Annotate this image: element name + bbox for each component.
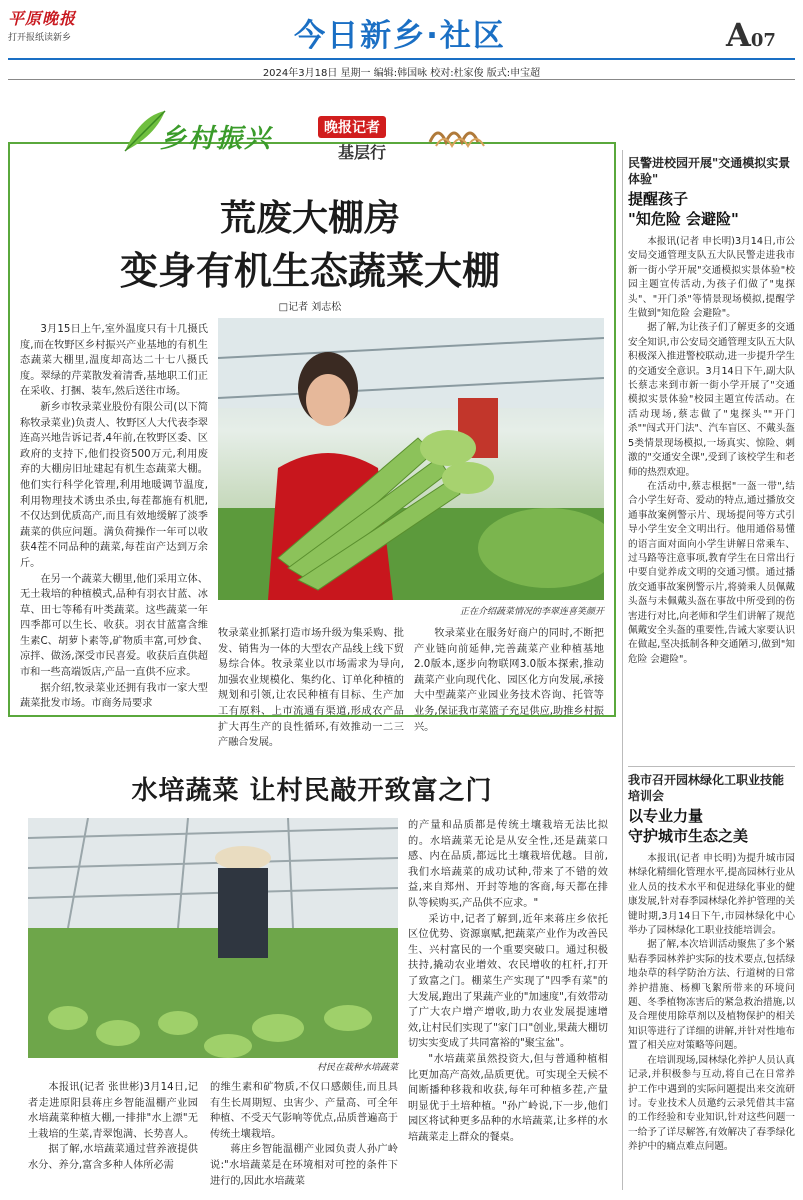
right1-title-1: 提醒孩子 — [628, 190, 689, 208]
column-divider — [622, 150, 623, 1190]
right1-paragraph: 据了解,为让孩子们了解更多的交通安全知识,市公安局交通管理支队五大队积极深入推进警校联动,进一步提升学生的交通安全意识。3月14日下午,副大队长蔡志来到市新一街小学开展了"交通模拟实景体验"校园主题宣传活动。在活动现场,蔡志做了"鬼探头""开门杀""闯式开门法"、汽车盲区、不戴头盔5类情景现场模拟,一场真实、惊险、刺激的"交通安全课",受到了该校学生和老师的热烈欢迎。 — [628, 322, 795, 478]
second-headline: 水培蔬菜 让村民敲开致富之门 — [131, 776, 493, 806]
right1-title-2: "知危险 会避险" — [628, 210, 739, 228]
lead-photo-caption: 正在介绍蔬菜情况的李翠连喜笑颜开 — [459, 607, 604, 617]
second-paragraph: 采访中,记者了解到,近年来蒋庄乡依托区位优势、资源禀赋,把蔬菜产业作为改善民生、兴村富民的一个重要突破口。通过积极扶持,撬动农业增效、农民增收的杠杆,打开了致富之门。棚菜生产实现了"四季有菜"的大发展,跑出了果蔬产业的"加速度",有效带动了广大农户增产增收,助力农业发展提速增效,让村民们实现了"家门口"创业,果蔬大棚切切实实变成了共同富裕的"聚宝盆"。 — [408, 913, 608, 1050]
lead-column-1 — [20, 322, 208, 712]
second-paragraph: 蒋庄乡智能温棚产业园负责人孙广岭说:"水培蔬菜是在环境相对可控的条件下进行的,因此水培蔬菜 — [210, 1144, 398, 1187]
page-number — [726, 16, 776, 54]
right2-paragraph: 据了解,本次培训活动聚焦了多个紧贴春季园林养护实际的技术要点,包括绿地杂草的科学防治方法、行道树的日常养护措施、杨柳飞絮所带来的环境问题、冬季植物冻害后的紧急救治措施,以及合理使用除草剂以及植物保护的相关知识等进行了详细的讲解,并针对性地布置了相关应对策略等问题。 — [628, 939, 795, 1052]
right2-title-2: 守护城市生态之美 — [628, 827, 749, 845]
dateline: 2024年3月18日 星期一 编辑:韩国咏 校对:杜家俊 版式:申宝超 — [262, 68, 541, 79]
lead-headline-1: 荒废大棚房 — [219, 197, 400, 239]
right2-paragraph: 本报讯(记者 申长明)为提升城市园林绿化精细化管理水平,提高园林行业从业人员的技术水平和促进绿化事业的健康发展,针对春季园林绿化养护管理的关键时期,3月14日下午,市园林绿化中心举办了园林绿化工职业技能培训会。 — [628, 853, 795, 937]
second-photo-caption: 村民在栽种水培蔬菜 — [316, 1063, 398, 1073]
lead-paragraph: 在另一个蔬菜大棚里,他们采用立体、无土栽培的种植模式,品种有羽衣甘蓝、冰草、田七等稀有叶类蔬菜。这些蔬菜一年四季都可以生长、收获。羽衣甘蓝富含维生素C、胡萝卜素等,矿物质丰富,可炒食、凉拌、做汤,深受市民喜爱。收获后直供超市和一些高端饭店,产品一直供不应求。 — [20, 573, 208, 679]
banner-rural: 乡村振兴 — [160, 124, 273, 154]
banner-tag: 晚报记者 — [318, 116, 386, 138]
lead-paragraph: 据介绍,牧录菜业还拥有我市一家大型蔬菜批发市场。市商务局要求 — [20, 682, 208, 710]
banner-sub: 基层行 — [338, 143, 387, 162]
header-rule-thin — [8, 79, 795, 80]
right-divider — [628, 766, 795, 767]
lead-paragraph: 牧录菜业在服务好商户的同时,不断把产业链向前延伸,完善蔬菜产业种植基地2.0版本,逐步向物联网3.0版本探索,推动蔬菜产业向现代化、园区化方向发展,承接大中型蔬菜产业园业务技术咨询、托管等业务,保证我市菜篮子充足供应,助推乡村振兴。 — [414, 628, 604, 733]
page-digits: 07 — [750, 30, 776, 51]
right-story-2 — [628, 772, 795, 1155]
newspaper-logo — [8, 6, 88, 43]
logo-name: 平原晚报 — [8, 9, 77, 28]
logo-slogan: 打开报纸读新乡 — [8, 33, 72, 43]
lead-paragraph: 新乡市牧录菜业股份有限公司(以下简称牧录菜业)负责人、牧野区人大代表李翠连高兴地告诉记者,4年前,在牧野区委、区政府的支持下,他们投资500万元,利用废弃的大棚房旧址建起有机生态蔬菜大棚。他们实行科学化管理,利用地暖调节温度,利用物理技术诱虫杀虫,每茬都施有机肥,不仅达到优质高产,而且有效地缓解了淡季蔬菜的供应问题。满负荷操作一年可以收获4茬不同品种的蔬菜,每茬亩产达到万余斤。 — [20, 401, 208, 569]
lead-headline-2: 变身有机生态蔬菜大棚 — [119, 248, 500, 293]
hydroponic-photo-illustration — [28, 818, 398, 1058]
rural-revival-banner — [160, 112, 490, 168]
right2-paragraph: 在培训现场,园林绿化养护人员认真记录,并积极参与互动,将自己在日常养护工作中遇到的实际问题提出来交流研讨。专业技术人员邀约云录凭借其丰富的工作经验和专业知识,针对这些问题一一给予了详尽解答,有效解决了春季绿化养护中的痛点难点问题。 — [628, 1054, 795, 1153]
lead-column-2 — [218, 626, 404, 751]
right2-title-1: 以专业力量 — [628, 807, 704, 825]
section-masthead: 今日新乡·社区 — [294, 18, 506, 54]
second-column-3 — [408, 818, 608, 1145]
wave-deco-icon — [428, 118, 486, 148]
second-paragraph: "水培蔬菜虽然投资大,但与普通种植相比更加高产高效,品质更优。可实现全天候不间断播种移栽和收获,每年可种植多茬,产量明显优于土培种植。"孙广岭说,下一步,他们园区将试种更多品种的水培蔬菜,让多样的水培蔬菜走上群众的餐桌。 — [408, 1053, 608, 1143]
second-paragraph: 据了解,水培蔬菜通过营养液提供水分、养分,富含多种人体所必需 — [28, 1144, 198, 1171]
right2-body — [628, 852, 795, 1155]
right1-body — [628, 235, 795, 667]
header-rule — [8, 58, 795, 60]
lead-paragraph: 3月15日上午,室外温度只有十几摄氏度,而在牧野区乡村振兴产业基地的有机生态蔬菜大棚里,温度却高达二十七八摄氏度。翠绿的芹菜散发着清香,基地职工们正在采收、打捆、装车,然后送往市场。 — [20, 324, 208, 398]
second-paragraph: 的产量和品质都是传统土壤栽培无法比拟的。水培蔬菜无论是从安全性,还是蔬菜口感、内在品质,都远比土壤栽培优越。目前,我们水培蔬菜的成功试种,带来了不错的效益,来自郑州、开封等地的客商,每天都在排队等候购买,产品供不应求。" — [408, 820, 608, 909]
second-paragraph: 的维生素和矿物质,不仅口感颇佳,而且具有生长周期短、虫害少、产量高、可全年种植、不受天气影响等优点,品质普遍高于传统土壤栽培。 — [210, 1082, 398, 1140]
right-story-1 — [628, 155, 795, 667]
lead-photo — [218, 318, 604, 600]
second-photo — [28, 818, 398, 1058]
lead-column-3 — [414, 626, 604, 735]
right2-kicker: 我市召开园林绿化工职业技能培训会 — [628, 773, 785, 803]
lead-byline: □记者 刘志松 — [278, 302, 342, 313]
page-letter: A — [726, 16, 751, 54]
second-column-2 — [210, 1080, 398, 1189]
greenhouse-photo-illustration — [218, 318, 604, 600]
right1-paragraph: 本报讯(记者 申长明)3月14日,市公安局交通管理支队五大队民警走进我市新一街小学开展"交通模拟实景体验"校园主题宣传活动,为孩子们做了"鬼探头"、"开门杀"等情景现场模拟,提醒学生做到"知危险 会避险"。 — [628, 236, 795, 320]
second-paragraph: 本报讯(记者 张世彬)3月14日,记者走进原阳县蒋庄乡智能温棚产业园水培蔬菜种植大棚,一排排"水上漂"无土栽培的生菜,青翠饱满、长势喜人。 — [28, 1082, 198, 1140]
right1-kicker: 民警进校园开展"交通模拟实景体验" — [628, 156, 791, 186]
lead-paragraph: 牧录菜业抓紧打造市场升级为集采购、批发、销售为一体的大型农产品线上线下贸易综合体。牧录菜业以市场需求为导向,加强农业规模化、集约化、订单化种植的规划和引领,让农民种植有目标、生产加工有原料、上市流通有渠道,形成农产品扩大再生产的良性循环,有效推动一二三产融合发展。 — [218, 628, 404, 749]
second-column-1 — [28, 1080, 198, 1174]
right1-paragraph: 在活动中,蔡志根据"一盔一带",结合小学生好奇、爱动的特点,通过播放交通事故案例警示片、现场提问等方式引导小学生安全文明出行。他用通俗易懂的语言面对面向小学生讲解日常乘车、过马路等注意事项,教育学生在日常出行中要自觉养成文明的交通习惯。通过播放交通事故案例警示片,将骑乘人员佩戴头盔与未佩戴头盔在事故中所受到的伤害进行对比,向老师和学生们讲解了规范佩戴安全头盔的重要性,告诫大家要认识在做起,坚决抵制各种交通陋习,做到"知危险 会避险"。 — [628, 480, 795, 665]
